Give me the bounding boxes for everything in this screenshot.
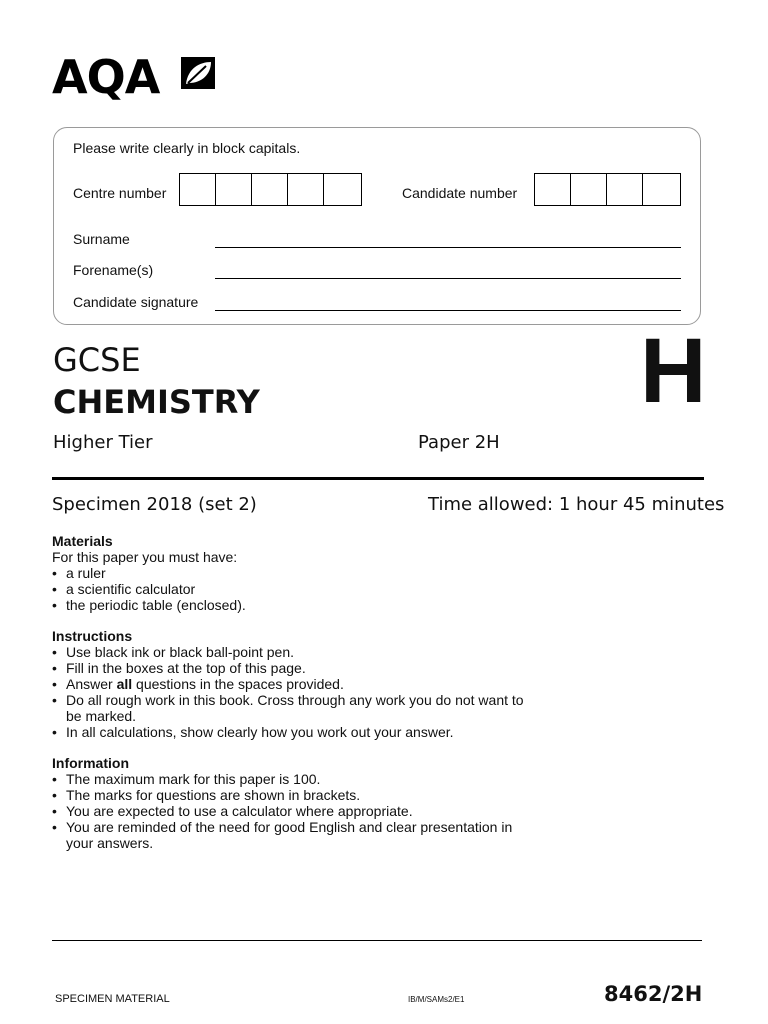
materials-intro: For this paper you must have:	[52, 549, 238, 565]
leaf-icon	[180, 56, 216, 90]
tier-label: Higher Tier	[53, 432, 153, 453]
list-item: • You are expected to use a calculator where appropriate.	[52, 803, 572, 819]
centre-number-digit-box[interactable]	[324, 174, 360, 205]
materials-section	[52, 533, 572, 613]
block-capitals-instruction: Please write clearly in block capitals.	[73, 140, 301, 156]
candidate-number-digit-box[interactable]	[535, 174, 571, 205]
footer-divider	[52, 940, 702, 941]
list-item: • In all calculations, show clearly how you work out your answer.	[52, 724, 572, 740]
qualification-title: GCSE	[53, 341, 141, 379]
centre-number-digit-box[interactable]	[216, 174, 252, 205]
list-item-text: Answer	[66, 676, 117, 692]
list-item: • Use black ink or black ball-point pen.	[52, 644, 572, 660]
list-item: • Fill in the boxes at the top of this page.	[52, 660, 572, 676]
centre-number-digit-box[interactable]	[252, 174, 288, 205]
list-item-text: questions in the spaces provided.	[132, 676, 344, 692]
specimen-material-label: SPECIMEN MATERIAL	[55, 993, 170, 1005]
instructions-list	[52, 644, 572, 740]
tier-letter: H	[640, 320, 707, 422]
surname-field[interactable]	[215, 247, 681, 248]
candidate-number-digit-box[interactable]	[643, 174, 679, 205]
signature-field[interactable]	[215, 310, 681, 311]
centre-number-digit-box[interactable]	[288, 174, 324, 205]
list-item: • the periodic table (enclosed).	[52, 597, 572, 613]
candidate-number-digit-box[interactable]	[607, 174, 643, 205]
information-heading: Information	[52, 755, 129, 771]
information-section	[52, 755, 572, 851]
emphasis-all: all	[116, 676, 133, 692]
instructions-heading: Instructions	[52, 628, 133, 644]
list-item	[52, 676, 572, 692]
instructions-section	[52, 628, 572, 740]
paper-code: 8462/2H	[604, 982, 703, 1006]
candidate-number-grid[interactable]	[534, 173, 681, 206]
centre-number-label: Centre number	[73, 185, 167, 201]
candidate-number-label: Candidate number	[402, 185, 518, 201]
list-item: • Do all rough work in this book. Cross through any work you do not want to be marked.	[52, 692, 536, 724]
aqa-logo: AQA	[52, 50, 160, 104]
time-allowed: Time allowed: 1 hour 45 minutes	[428, 494, 725, 515]
signature-label: Candidate signature	[73, 294, 199, 310]
surname-label: Surname	[73, 231, 130, 247]
materials-heading: Materials	[52, 533, 113, 549]
list-item: • The marks for questions are shown in brackets.	[52, 787, 572, 803]
information-list	[52, 771, 572, 851]
list-item: • a ruler	[52, 565, 572, 581]
centre-number-digit-box[interactable]	[180, 174, 216, 205]
centre-number-grid[interactable]	[179, 173, 362, 206]
document-reference: IB/M/SAMs2/E1	[408, 995, 465, 1004]
list-item: • You are reminded of the need for good English and clear presentation in your answers.	[52, 819, 526, 851]
materials-list	[52, 565, 572, 613]
forenames-field[interactable]	[215, 278, 681, 279]
paper-label: Paper 2H	[418, 432, 500, 453]
title-divider	[52, 477, 704, 480]
candidate-number-digit-box[interactable]	[571, 174, 607, 205]
list-item: • a scientific calculator	[52, 581, 572, 597]
subject-title: CHEMISTRY	[53, 383, 260, 421]
list-item: • The maximum mark for this paper is 100.	[52, 771, 572, 787]
forenames-label: Forename(s)	[73, 262, 154, 278]
edition-label: Specimen 2018 (set 2)	[52, 494, 257, 515]
